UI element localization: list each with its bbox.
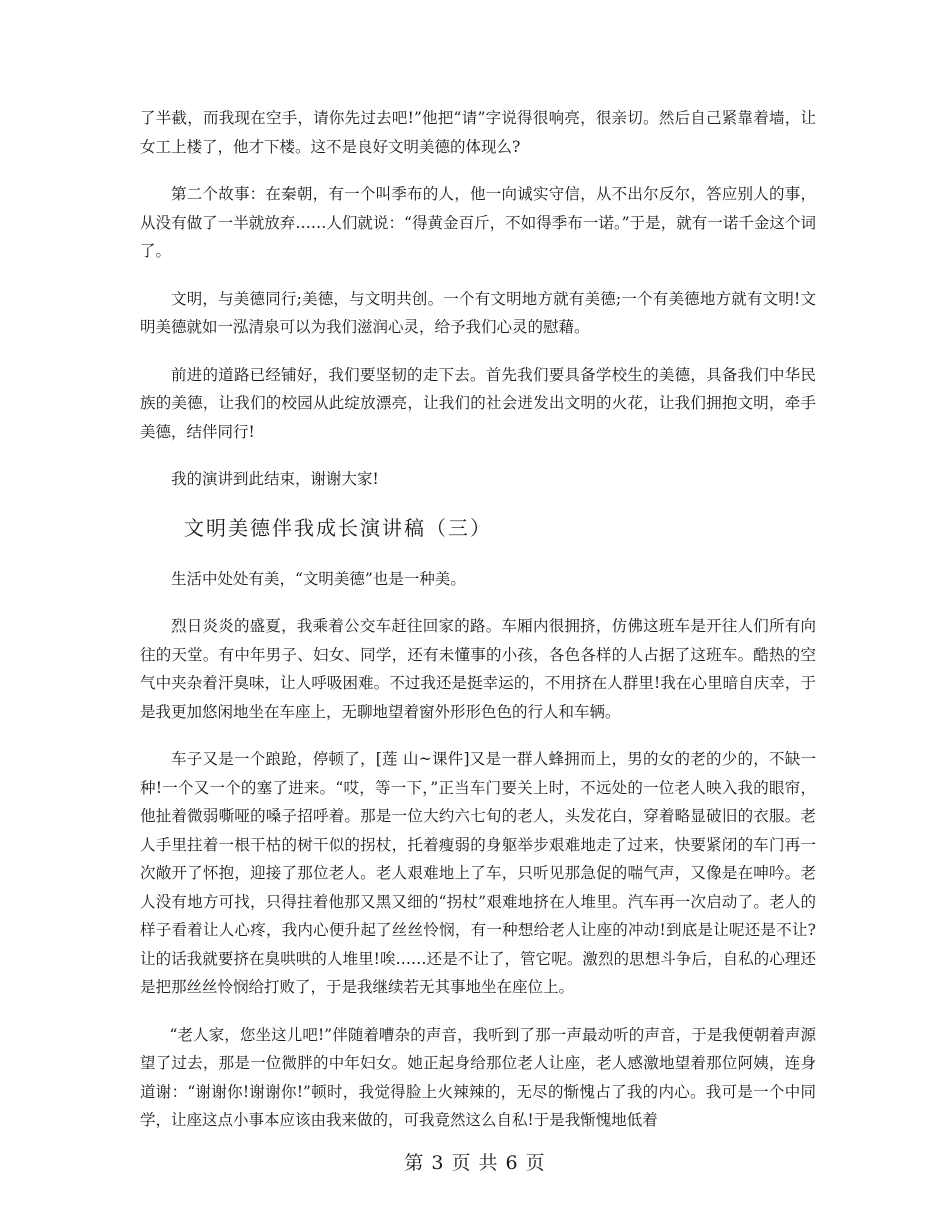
paragraph-old-man: 车子又是一个踉跄，停顿了，[莲 山~课件]又是一群人蜂拥而上，男的女的老的少的，不缺一种!一个又一个的塞了进来。“哎，等一下，”正当车门要关上时，不远处的一位老人映入我的眼帘，他扯着微弱嘶哑的嗓子招呼着。那是一位大约六七旬的老人，头发花白，穿着略显破旧的衣服。老人手里拄着一根干枯的树干似的拐杖，托着瘦弱的身躯举步艰难地走了过来，快要紧闭的车门再一次敞开了怀抱，迎接了那位老人。老人艰难地上了车，只听见那急促的喘气声，又像是在呻吟。老人没有地方可找，只得拄着他那又黑又细的“拐杖”艰难地挤在人堆里。汽车再一次启动了。老人的样子看着让人心疼，我内心便升起了丝丝怜悯，有一种想给老人让座的冲动!到底是让呢还是不让?让的话我就要挤在臭哄哄的人堆里!唉……还是不让了，管它呢。激烈的思想斗争后，自私的心理还是把那丝丝怜悯给打败了，于是我继续若无其事地坐在座位上。 bbox=[140, 750, 816, 996]
document-body bbox=[140, 104, 816, 1154]
section-heading: 文明美德伴我成长演讲稿（三） bbox=[184, 515, 492, 540]
paragraph-road-ahead: 前进的道路已经铺好，我们要坚韧的走下去。首先我们要具备学校生的美德，具备我们中华民族的美德，让我们的校园从此绽放漂亮，让我们的社会迸发出文明的火花，让我们拥抱文明，牵手美德，结伴同行! bbox=[140, 365, 816, 441]
paragraph-continuation: 了半截，而我现在空手，请你先过去吧!”他把“请”字说得很响亮，很亲切。然后自己紧靠着墙，让女工上楼了，他才下楼。这不是良好文明美德的体现么? bbox=[140, 109, 816, 156]
paragraph-closing: 我的演讲到此结束，谢谢大家! bbox=[171, 470, 379, 488]
paragraph-bus-ride: 烈日炎炎的盛夏，我乘着公交车赶往回家的路。车厢内很拥挤，仿佛这班车是开往人们所有向往的天堂。有中年男子、妇女、同学，还有未懂事的小孩，各色各样的人占据了这班车。酷热的空气中夹杂着汗臭味，让人呼吸困难。不过我还是挺幸运的，不用挤在人群里!我在心里暗自庆幸，于是我更加悠闲地坐在车座上，无聊地望着窗外形形色色的行人和车辆。 bbox=[140, 617, 816, 721]
paragraph-woman-gives-seat: “老人家，您坐这儿吧!”伴随着嘈杂的声音，我听到了那一声最动听的声音，于是我便朝着声源望了过去，那是一位微胖的中年妇女。她正起身给那位老人让座，老人感激地望着那位阿姨，连身道谢：“谢谢你!谢谢你!”顿时，我觉得脸上火辣辣的，无尽的惭愧占了我的内心。我可是一个中同学，让座这点小事本应该由我来做的，可我竟然这么自私!于是我惭愧地低着 bbox=[140, 1025, 816, 1129]
paragraph-intro: 生活中处处有美，“文明美德”也是一种美。 bbox=[171, 569, 466, 588]
page-number-footer: 第 3 页 共 6 页 bbox=[404, 1152, 546, 1174]
paragraph-second-story: 第二个故事：在秦朝，有一个叫季布的人，他一向诚实守信，从不出尔反尔，答应别人的事，从没有做了一半就放弃……人们就说：“得黄金百斤，不如得季布一诺。”于是，就有一诺千金这个词了。 bbox=[140, 185, 816, 260]
paragraph-civility-virtue: 文明，与美德同行;美德，与文明共创。一个有文明地方就有美德;一个有美德地方就有文明!文明美德就如一泓清泉可以为我们滋润心灵，给予我们心灵的慰藉。 bbox=[140, 289, 816, 336]
